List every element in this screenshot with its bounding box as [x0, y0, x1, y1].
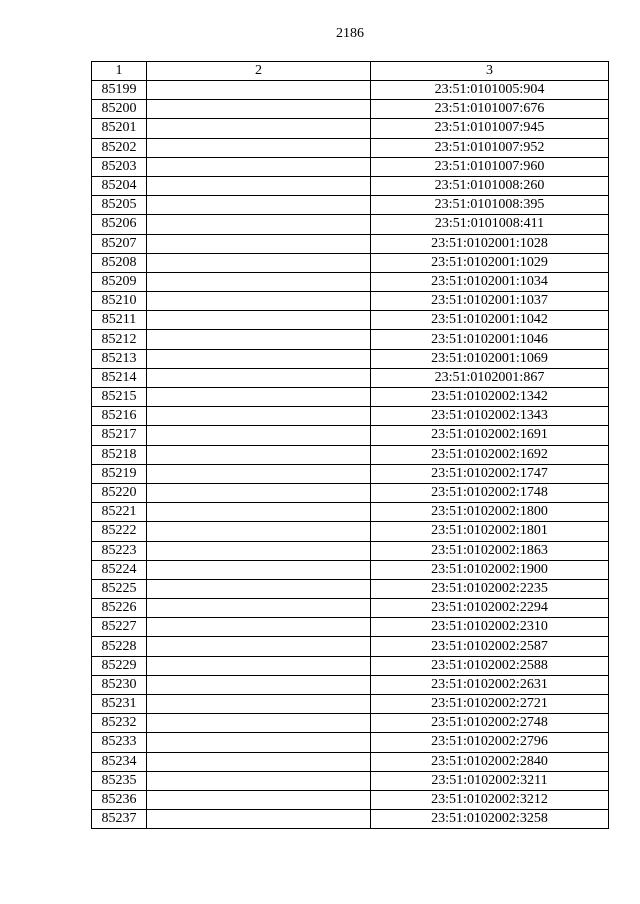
cadastral-number-cell: 23:51:0102001:1029: [371, 253, 609, 272]
row-number-cell: 85201: [92, 119, 147, 138]
row-number-cell: 85211: [92, 311, 147, 330]
row-number-cell: 85219: [92, 464, 147, 483]
table-row: [92, 483, 609, 502]
description-cell: [147, 541, 371, 560]
cadastral-number-cell: 23:51:0102001:1042: [371, 311, 609, 330]
description-cell: [147, 445, 371, 464]
cadastral-number-cell: 23:51:0102002:2588: [371, 656, 609, 675]
table-row: [92, 388, 609, 407]
description-cell: [147, 599, 371, 618]
header-row: [92, 62, 609, 81]
cadastral-number-cell: 23:51:0101008:260: [371, 176, 609, 195]
row-number-cell: 85235: [92, 771, 147, 790]
row-number-cell: 85228: [92, 637, 147, 656]
description-cell: [147, 311, 371, 330]
row-number-cell: 85202: [92, 138, 147, 157]
row-number-cell: 85237: [92, 810, 147, 829]
cadastral-number-cell: 23:51:0102002:2235: [371, 579, 609, 598]
row-number-cell: 85215: [92, 388, 147, 407]
row-number-cell: 85218: [92, 445, 147, 464]
description-cell: [147, 733, 371, 752]
row-number-cell: 85200: [92, 100, 147, 119]
table-row: [92, 196, 609, 215]
description-cell: [147, 368, 371, 387]
row-number-cell: 85216: [92, 407, 147, 426]
table-row: [92, 771, 609, 790]
cadastral-number-cell: 23:51:0101007:945: [371, 119, 609, 138]
row-number-cell: 85233: [92, 733, 147, 752]
cadastral-number-cell: 23:51:0102001:1037: [371, 292, 609, 311]
description-cell: [147, 695, 371, 714]
row-number-cell: 85206: [92, 215, 147, 234]
description-cell: [147, 464, 371, 483]
cadastral-number-cell: 23:51:0102002:3212: [371, 790, 609, 809]
table-row: [92, 368, 609, 387]
description-cell: [147, 176, 371, 195]
table-row: [92, 752, 609, 771]
table-row: [92, 733, 609, 752]
row-number-cell: 85212: [92, 330, 147, 349]
description-cell: [147, 292, 371, 311]
cadastral-number-cell: 23:51:0101007:952: [371, 138, 609, 157]
row-number-cell: 85234: [92, 752, 147, 771]
description-cell: [147, 119, 371, 138]
description-cell: [147, 714, 371, 733]
cadastral-number-cell: 23:51:0102001:867: [371, 368, 609, 387]
row-number-cell: 85204: [92, 176, 147, 195]
cadastral-number-cell: 23:51:0102002:1342: [371, 388, 609, 407]
row-number-cell: 85221: [92, 503, 147, 522]
table-row: [92, 464, 609, 483]
table-row: [92, 253, 609, 272]
table-row: [92, 618, 609, 637]
cadastral-number-cell: 23:51:0101007:676: [371, 100, 609, 119]
cadastral-number-cell: 23:51:0101008:395: [371, 196, 609, 215]
cadastral-number-cell: 23:51:0102002:2721: [371, 695, 609, 714]
row-number-cell: 85236: [92, 790, 147, 809]
cadastral-number-cell: 23:51:0102002:1747: [371, 464, 609, 483]
column-header-1: 1: [92, 62, 147, 81]
page-number: 2186: [336, 26, 364, 41]
row-number-cell: 85222: [92, 522, 147, 541]
row-number-cell: 85230: [92, 675, 147, 694]
row-number-cell: 85227: [92, 618, 147, 637]
description-cell: [147, 483, 371, 502]
description-cell: [147, 234, 371, 253]
table-row: [92, 522, 609, 541]
row-number-cell: 85226: [92, 599, 147, 618]
table-row: [92, 349, 609, 368]
description-cell: [147, 215, 371, 234]
column-header-2: 2: [147, 62, 371, 81]
table-row: [92, 330, 609, 349]
row-number-cell: 85231: [92, 695, 147, 714]
cadastral-number-cell: 23:51:0102002:2748: [371, 714, 609, 733]
cadastral-number-cell: 23:51:0102001:1034: [371, 272, 609, 291]
description-cell: [147, 157, 371, 176]
table-row: [92, 810, 609, 829]
cadastral-number-cell: 23:51:0102002:1343: [371, 407, 609, 426]
description-cell: [147, 560, 371, 579]
table-row: [92, 695, 609, 714]
cadastral-number-cell: 23:51:0101008:411: [371, 215, 609, 234]
description-cell: [147, 407, 371, 426]
table-row: [92, 656, 609, 675]
cadastral-number-cell: 23:51:0102002:1748: [371, 483, 609, 502]
table-row: [92, 675, 609, 694]
row-number-cell: 85203: [92, 157, 147, 176]
row-number-cell: 85220: [92, 483, 147, 502]
description-cell: [147, 388, 371, 407]
table-row: [92, 579, 609, 598]
description-cell: [147, 503, 371, 522]
table-row: [92, 234, 609, 253]
table-row: [92, 311, 609, 330]
cadastral-number-cell: 23:51:0102002:1801: [371, 522, 609, 541]
cadastral-number-cell: 23:51:0102002:2796: [371, 733, 609, 752]
table-body: [92, 81, 609, 829]
description-cell: [147, 675, 371, 694]
table-row: [92, 215, 609, 234]
cadastral-number-cell: 23:51:0102002:3211: [371, 771, 609, 790]
cadastral-number-cell: 23:51:0102002:2310: [371, 618, 609, 637]
cadastral-number-cell: 23:51:0102002:1900: [371, 560, 609, 579]
cadastral-number-cell: 23:51:0102001:1046: [371, 330, 609, 349]
cadastral-number-cell: 23:51:0102002:1863: [371, 541, 609, 560]
table-row: [92, 292, 609, 311]
table-row: [92, 176, 609, 195]
description-cell: [147, 426, 371, 445]
table-row: [92, 138, 609, 157]
table-row: [92, 81, 609, 100]
table-row: [92, 503, 609, 522]
description-cell: [147, 272, 371, 291]
row-number-cell: 85205: [92, 196, 147, 215]
description-cell: [147, 253, 371, 272]
cadastral-number-cell: 23:51:0101007:960: [371, 157, 609, 176]
description-cell: [147, 618, 371, 637]
table-row: [92, 599, 609, 618]
description-cell: [147, 579, 371, 598]
description-cell: [147, 790, 371, 809]
cadastral-number-cell: 23:51:0102001:1069: [371, 349, 609, 368]
table-row: [92, 445, 609, 464]
description-cell: [147, 522, 371, 541]
description-cell: [147, 100, 371, 119]
description-cell: [147, 138, 371, 157]
row-number-cell: 85210: [92, 292, 147, 311]
description-cell: [147, 349, 371, 368]
row-number-cell: 85199: [92, 81, 147, 100]
description-cell: [147, 752, 371, 771]
cadastral-number-cell: 23:51:0102002:2840: [371, 752, 609, 771]
cadastral-number-cell: 23:51:0102002:1800: [371, 503, 609, 522]
row-number-cell: 85232: [92, 714, 147, 733]
table-row: [92, 157, 609, 176]
row-number-cell: 85207: [92, 234, 147, 253]
table-row: [92, 637, 609, 656]
description-cell: [147, 656, 371, 675]
row-number-cell: 85213: [92, 349, 147, 368]
cadastral-number-cell: 23:51:0102002:2294: [371, 599, 609, 618]
row-number-cell: 85224: [92, 560, 147, 579]
description-cell: [147, 196, 371, 215]
description-cell: [147, 771, 371, 790]
table-row: [92, 790, 609, 809]
table-row: [92, 560, 609, 579]
registry-table: [91, 61, 609, 829]
cadastral-number-cell: 23:51:0101005:904: [371, 81, 609, 100]
row-number-cell: 85229: [92, 656, 147, 675]
table-row: [92, 541, 609, 560]
description-cell: [147, 810, 371, 829]
row-number-cell: 85225: [92, 579, 147, 598]
table-row: [92, 714, 609, 733]
row-number-cell: 85217: [92, 426, 147, 445]
description-cell: [147, 81, 371, 100]
row-number-cell: 85208: [92, 253, 147, 272]
table-row: [92, 272, 609, 291]
table-row: [92, 407, 609, 426]
cadastral-number-cell: 23:51:0102002:1692: [371, 445, 609, 464]
row-number-cell: 85223: [92, 541, 147, 560]
cadastral-number-cell: 23:51:0102002:1691: [371, 426, 609, 445]
description-cell: [147, 637, 371, 656]
cadastral-number-cell: 23:51:0102002:2587: [371, 637, 609, 656]
row-number-cell: 85209: [92, 272, 147, 291]
row-number-cell: 85214: [92, 368, 147, 387]
table-row: [92, 119, 609, 138]
cadastral-number-cell: 23:51:0102002:2631: [371, 675, 609, 694]
column-header-3: 3: [371, 62, 609, 81]
cadastral-number-cell: 23:51:0102002:3258: [371, 810, 609, 829]
cadastral-number-cell: 23:51:0102001:1028: [371, 234, 609, 253]
description-cell: [147, 330, 371, 349]
table-row: [92, 426, 609, 445]
table-row: [92, 100, 609, 119]
